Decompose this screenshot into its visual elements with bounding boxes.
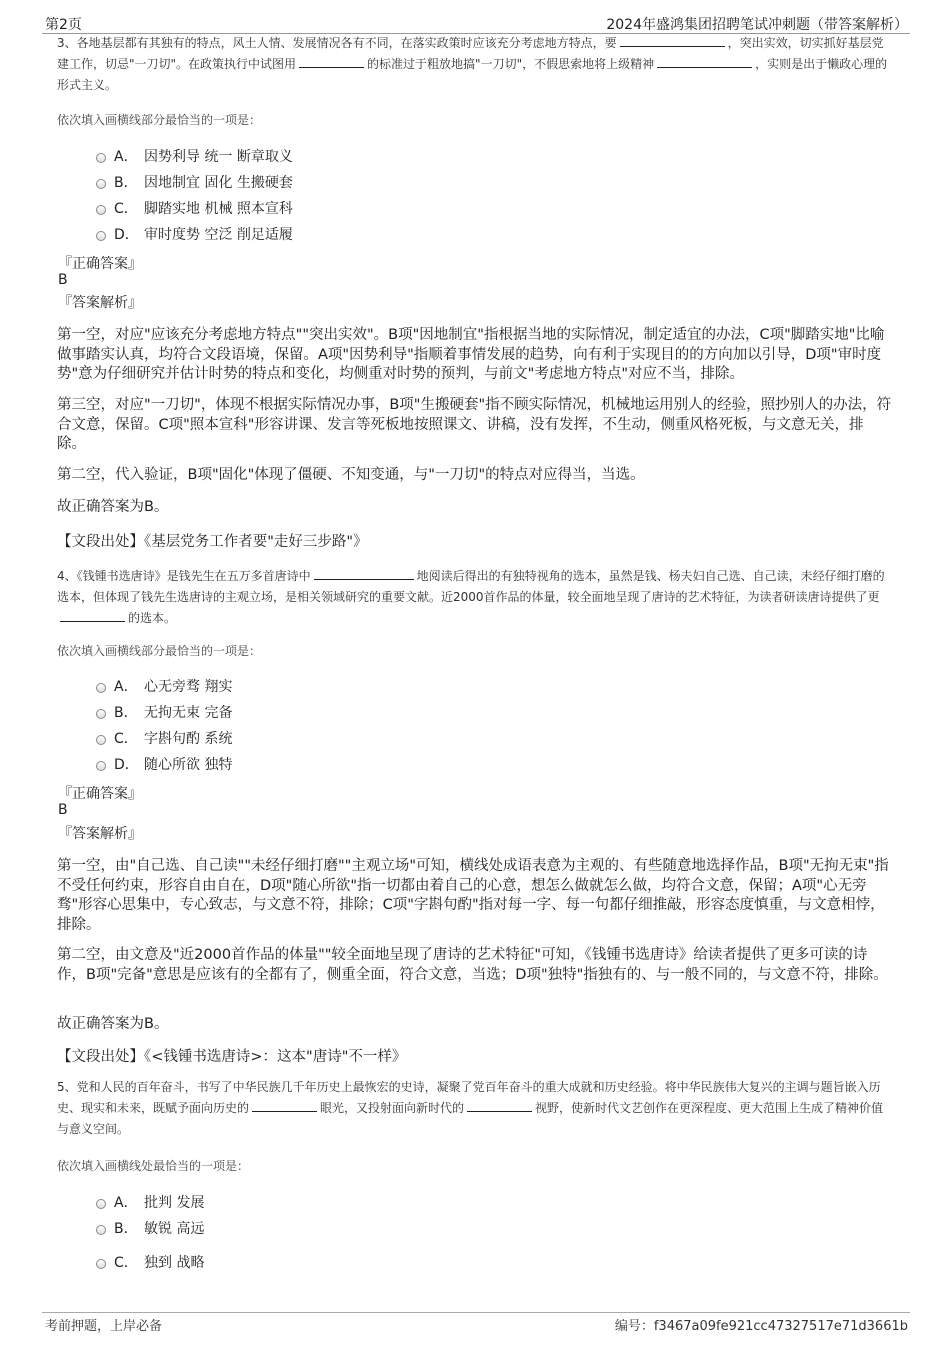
answer-value: B [58, 272, 68, 288]
radio-icon[interactable] [96, 761, 106, 771]
analysis-label: 『答案解析』 [58, 826, 142, 842]
blank [252, 1100, 317, 1112]
analysis-conclusion: 故正确答案为B。 [57, 1016, 169, 1032]
radio-icon[interactable] [96, 709, 106, 719]
option-text: 敏锐 高远 [144, 1221, 205, 1237]
option-text: 无拘无束 完备 [144, 705, 233, 721]
document-id: 编号：f3467a09fe921cc47327517e71d3661b [614, 1319, 908, 1334]
option-b[interactable] [96, 1218, 204, 1238]
footer-slogan: 考前押题，上岸必备 [45, 1319, 163, 1334]
radio-icon[interactable] [96, 735, 106, 745]
option-letter: B． [114, 1221, 138, 1237]
text: 4、《钱锺书选唐诗》是钱先生在五万多首唐诗中 [57, 569, 311, 583]
question-4-text [57, 566, 892, 629]
source-citation: 【文段出处】《<钱锺书选唐诗>：这本"唐诗"不一样》 [57, 1049, 407, 1065]
text: 地阅读后得出的有独特视角的选本，虽然是钱、杨夫妇自己选、自己读，未经仔细打磨的选本，但体现了钱先生选唐诗的主观立场，是相关领域研究的重要文献。近2000首作品的体量，较全面地呈现了唐诗的艺术特征，为读者研读唐诗提供了更 [57, 569, 885, 604]
text: 视野，使新时代文艺创作在更深程度、更大范围上生成了精神价值与意义空间。 [57, 1101, 884, 1136]
radio-icon[interactable] [96, 1199, 106, 1209]
option-letter: D． [114, 757, 139, 773]
option-letter: A． [114, 1195, 138, 1211]
source-citation: 【文段出处】《基层党务工作者要"走好三步路"》 [57, 534, 368, 550]
blank [467, 1100, 532, 1112]
option-text: 批判 发展 [144, 1195, 205, 1211]
option-letter: C． [114, 731, 138, 747]
radio-icon[interactable] [96, 1259, 106, 1269]
page-number: 第2页 [45, 17, 82, 33]
option-text: 心无旁骛 翔实 [144, 679, 233, 695]
option-letter: B． [114, 705, 138, 721]
analysis-conclusion: 故正确答案为B。 [57, 499, 169, 515]
option-c[interactable] [96, 728, 232, 748]
question-prompt: 依次填入画横线部分最恰当的一项是： [57, 644, 262, 658]
answer-label: 『正确答案』 [58, 256, 142, 272]
question-3-text [57, 33, 892, 96]
option-a[interactable] [96, 1192, 204, 1212]
option-letter: A． [114, 679, 138, 695]
option-letter: D． [114, 227, 139, 243]
analysis-paragraph: 第二空，由文意及"近2000首作品的体量""较全面地呈现了唐诗的艺术特征"可知，《钱锺书选唐诗》给读者提供了更多可读的诗作，B项"完备"意思是应该有的全都有了，侧重全面，符合文意，当选；D项"独特"指独有的、与一般不同的，与文意不符，排除。 [57, 947, 888, 983]
option-letter: B． [114, 175, 138, 191]
radio-icon[interactable] [96, 1225, 106, 1235]
radio-icon[interactable] [96, 683, 106, 693]
question-prompt: 依次填入画横线部分最恰当的一项是： [57, 113, 262, 127]
footer-divider [42, 1312, 910, 1313]
option-text: 独到 战略 [144, 1255, 205, 1271]
option-c[interactable] [96, 198, 293, 218]
answer-label: 『正确答案』 [58, 786, 142, 802]
radio-icon[interactable] [96, 205, 106, 215]
radio-icon[interactable] [96, 231, 106, 241]
option-text: 脚踏实地 机械 照本宣科 [144, 201, 293, 217]
option-b[interactable] [96, 702, 232, 722]
analysis-paragraph: 第一空，由"自己选、自己读""未经仔细打磨""主观立场"可知，横线处成语表意为主观的、有些随意地选择作品，B项"无拘无束"指不受任何约束，形容自由自在，D项"随心所欲"指一切都由着自己的心意，想怎么做就怎么做，均符合文意，保留；A项"心无旁骛"形容心思集中，专心致志，与文意不符，排除；C项"字斟句酌"指对每一字、每一句都仔细推敲，形容态度慎重，与文意相悖，排除。 [57, 858, 889, 933]
option-d[interactable] [96, 754, 232, 774]
answer-value: B [58, 802, 68, 818]
text: 的选本。 [128, 611, 177, 625]
option-letter: C． [114, 201, 138, 217]
document-title: 2024年盛鸿集团招聘笔试冲刺题（带答案解析） [606, 17, 908, 33]
text: 3、各地基层都有其独有的特点，风土人情、发展情况各有不同，在落实政策时应该充分考虑地方特点，要 [57, 36, 617, 50]
blank [60, 610, 125, 622]
option-d[interactable] [96, 224, 293, 244]
option-b[interactable] [96, 172, 293, 192]
option-letter: C． [114, 1255, 138, 1271]
blank [314, 568, 414, 580]
text: 5、党和人民的百年奋斗，书写了中华民族几千年历史上最恢宏的史诗，凝聚了党百年奋斗的重大成就和历史经验。将中华民族伟大复兴的主调与题旨嵌入历史、现实和未来，既赋予面向历史的 [57, 1080, 881, 1115]
text: 的标准过于粗放地搞"一刀切"，不假思索地将上级精神 [367, 57, 655, 71]
option-letter: A． [114, 149, 138, 165]
blank [299, 56, 364, 68]
option-text: 审时度势 空泛 削足适履 [144, 227, 293, 243]
analysis-paragraph: 第二空，代入验证，B项"固化"体现了僵硬、不知变通，与"一刀切"的特点对应得当，当选。 [57, 467, 645, 483]
option-text: 因势利导 统一 断章取义 [144, 149, 293, 165]
option-text: 字斟句酌 系统 [144, 731, 233, 747]
option-a[interactable] [96, 146, 293, 166]
question-5-text [57, 1077, 892, 1140]
analysis-label: 『答案解析』 [58, 295, 142, 311]
option-text: 因地制宜 固化 生搬硬套 [144, 175, 293, 191]
option-a[interactable] [96, 676, 232, 696]
option-c[interactable] [96, 1252, 204, 1272]
radio-icon[interactable] [96, 179, 106, 189]
analysis-paragraph: 第一空，对应"应该充分考虑地方特点""突出实效"。B项"因地制宜"指根据当地的实际情况，制定适宜的办法，C项"脚踏实地"比喻做事踏实认真，均符合文段语境，保留。A项"因势利导"指顺着事情发展的趋势，向有利于实现目的的方向加以引导，D项"审时度势"意为仔细研究并估计时势的特点和变化，均侧重对时势的预判，与前文"考虑地方特点"对应不当，排除。 [57, 327, 885, 382]
text: ，实则是出于懒政心理的形式主义。 [57, 57, 888, 92]
blank [657, 56, 752, 68]
radio-icon[interactable] [96, 153, 106, 163]
text: 眼光，又投射面向新时代的 [320, 1101, 465, 1115]
text: ，突出实效，切实抓好基层党建工作，切忌"一刀切"。在政策执行中试图用 [57, 36, 884, 71]
question-prompt: 依次填入画横线处最恰当的一项是： [57, 1159, 250, 1173]
option-text: 随心所欲 独特 [144, 757, 233, 773]
analysis-paragraph: 第三空，对应"一刀切"，体现不根据实际情况办事，B项"生搬硬套"指不顾实际情况，机械地运用别人的经验，照抄别人的办法，符合文意，保留。C项"照本宣科"形容讲课、发言等死板地按照课文、讲稿，没有发挥，不生动，侧重风格死板，与文意无关，排除。 [57, 397, 892, 452]
blank [620, 35, 725, 47]
